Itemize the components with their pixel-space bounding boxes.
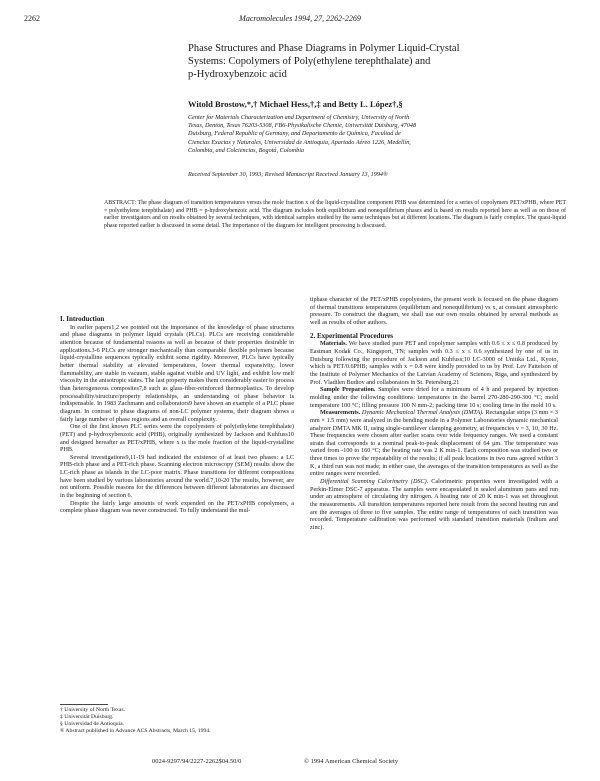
footnote: ® Abstract published in Advance ACS Abstracts, March 15, 1994. (60, 728, 211, 734)
footnote-rule (60, 704, 108, 705)
footnote: § Universidad de Antioquia. (60, 721, 125, 727)
section-heading-introduction: I. Introduction (60, 315, 105, 323)
subheading: Differential Scanning Calorimetry (DSC). (320, 478, 429, 486)
paragraph: Several investigations9,11-19 had indicated the existence of at least two phases: a LC PHB-rich phase and a PET-rich phase. Scanning electron microscopy (SEM) results show the LC-rich phase as islands in the LC-poor matrix. Phase transitions for different compositions have been studied by various laboratories around the world.7,10-20 The results, however, are not uniform. Possible reasons for the differences between different laboratories are discussed in the beginning of section 6. (60, 453, 294, 500)
run-in-heading: Measurements. (320, 409, 361, 417)
author-list: Witold Brostow,*,† Michael Hess,†,‡ and Betty L. López†,§ (188, 99, 403, 109)
affiliation-line: Duisburg, Federal Republic of Germany, and Departamento de Química, Facultad de (188, 130, 401, 138)
affiliation-line: Colombia, and Colciencias, Bogotá, Colombia (188, 146, 305, 154)
paragraph: In earlier papers1,2 we pointed out the importance of the knowledge of phase structures and phase diagrams in polymer liquid crystals (PLCs). PLCs are receiving considerable attention because of fundamental reasons as well as because of their properties desirable in applications.3-6 PLCs are stronger mechanically than comparable flexible polymers because liquid-crystalline sequences typically exhibit some rigidity. Moreover, PLCs have typically better thermal stability at elevated temperatures, lower thermal expansivity, lower flammability, are stable in vacuum, stable against visible and UV light, and exhibit low melt viscosity in the anisotropic states. The last property makes them considerably easier to process than heterogeneous composites7,8 such as glass-fiber-reinforced thermoplastics. To develop processability/structure/property relationships, an understanding of phase behavior is indispensable. In 1983 Zachmann and collaborators9 have shown an example of a PLC phase diagram. In contrast to phase diagrams of non-LC polymer systems, their diagram shows a fairly large number of phase regions and an overall complexity. (60, 323, 294, 423)
paragraph: Despite the fairly large amounts of work expended on the PET/xPHB copolymers, a complete phase diagram was never constructed. To fully understand the mul- (60, 499, 294, 515)
affiliation-line: Texas, Denton, Texas 76203-5308, FB6-Physikalische Chemie, Universität Duisburg, 47048 (188, 122, 417, 130)
left-column (60, 316, 294, 515)
run-in-heading: Sample Preparation. (320, 386, 376, 394)
paragraph-text: Rectangular strips (3 mm × 3 mm × 1.5 mm) were analyzed in the bending mode in a Polymer Laboratories dynamic mechanical analyzer DMTA MK II, using single-cantilever clamping geometry, at frequencies ν = 3, 10, 30 Hz. These frequencies were chosen after earlier scans over wide frequency ranges. We used a constant strain that corresponds to a nominal peak-to-peak displacement of 64 μm. The temperature was varied from -100 to 160 °C; the heating rate was 2 K min-1. Each composition was studied two or three times to prove the repeatability of the results; if all peak locations in two runs agreed within 3 K, a third run was not made; in either case, the averages of the transition temperatures as well as the entire ranges were recorded. (310, 409, 558, 478)
article-title (188, 42, 558, 81)
run-in-heading: Materials. (320, 340, 347, 348)
journal-header: Macromolecules 1994, 27, 2262-2269 (239, 14, 361, 23)
title-line: p-Hydroxybenzoic acid (188, 69, 287, 80)
title-line: Systems: Copolymers of Poly(ethylene terephthalate) and (188, 56, 431, 67)
title-line: Phase Structures and Phase Diagrams in Polymer Liquid-Crystal (188, 43, 460, 54)
sample-preparation-paragraph (310, 386, 558, 409)
affiliations (188, 114, 568, 155)
footnote: † University of North Texas. (60, 707, 126, 713)
abstract: ABSTRACT: The phase diagram of transition temperatures versus the mole fraction x of the liquid-crystalline component PHB was determined for a series of copolymers PET/xPHB, where PET = polyethylene terephthalate) and PHB = p-hydroxybenzoic acid. The diagram includes both equilibrium and nonequilibrium phases and is based on results reported here as well as on those of earlier investigators and on results obtained by several techniques, with identical samples studied by the same techniques but at different locations. The diagram is fairly complex. The quasi-liquid phase reported earlier is discussed in some detail. The importance of the diagram for intelligent processing is discussed. (104, 200, 566, 229)
paragraph: tiphase character of the PET/xPHB copolyesters, the present work is focused on the phase diagram of thermal transitions temperatures (equilibrium and nonequilibrium) vs x, at constant atmospheric pressure. To construct the diagram, we shall use our own results obtained by several methods as well as results of other authors. (310, 296, 558, 326)
measurements-paragraph (310, 409, 558, 478)
footnote: ‡ Universität Duisburg. (60, 714, 114, 720)
paragraph: One of the first known PLC series were the copolyesters of poly(ethylene terephthalate) (PET) and p-hydroxybenzoic acid (PHB), originally synthesized by Jackson and Kuhfuss10 and designed hereafter as PET/xPHB, where x is the mole fraction of the liquid-crystalline PHB. (60, 423, 294, 454)
article-code: 0024-9297/94/2227-2262$04.50/0 (152, 758, 242, 765)
right-column (310, 296, 558, 532)
page-number: 2262 (24, 14, 40, 23)
affiliation-line: Center for Materials Characterization and Department of Chemistry, University of North (188, 114, 410, 121)
subheading: Dynamic Mechanical Thermal Analysis (DMTA). (360, 409, 484, 417)
footnotes (60, 707, 300, 735)
copyright: © 1994 American Chemical Society (304, 758, 399, 765)
paragraph-text: Calorimetric properties were investigated with a Perkin-Elmer DSC-7 apparatus. The samples were encapsulated in sealed aluminum pans and run under an atmosphere of circulating dry nitrogen. A heating rate of 20 K min-1 was set throughout the measurements. All transition temperatures reported here result from the second heating run and are the averages of three to five samples. The entire range of temperatures of each transition was recorded. Temperature calibration was performed with standard transition materials (indium and zinc). (310, 478, 558, 532)
received-dates: Received September 30, 1993; Revised Manuscript Received January 13, 1994® (188, 171, 388, 178)
paragraph-text: We have studied pure PET and copolymer samples with 0.6 ≤ x ≤ 0.8 produced by Eastman Kodak Co., Kingsport, TN; samples with 0.3 ≤ x ≤ 0.6 synthesized by one of us in Duisburg following the procedure of Jackson and Kuhfuss;10 LC-3000 of Unitika Ltd., Kyoto, which is PET/0.6PHB; samples with x = 0.8 were kindly provided to us by Prof. Lev Faitelson of the Institute of Polymer Mechanics of the Latvian Academy of Sciences, Riga, and synthesized by Prof. Vladilen Budtov and collaborators in St. Petersburg.21 (310, 340, 558, 386)
section-heading-experimental: 2. Experimental Procedures (310, 331, 394, 340)
dsc-paragraph (310, 478, 558, 532)
paragraph-text: Samples were dried for a minimum of 4 h and prepared by injection molding under the following conditions: temperatures in the barrel 270-280-290-300 °C; mold temperature 100 °C; filling pressure 100 N mm-2; packing time 10 s; cooling time in the mold 10 s. (310, 386, 558, 409)
affiliation-line: Ciencias Exactas y Naturales, Universidad de Antioquia, Apartado Aéreo 1226, Medellín, (188, 138, 411, 146)
materials-paragraph (310, 340, 558, 386)
